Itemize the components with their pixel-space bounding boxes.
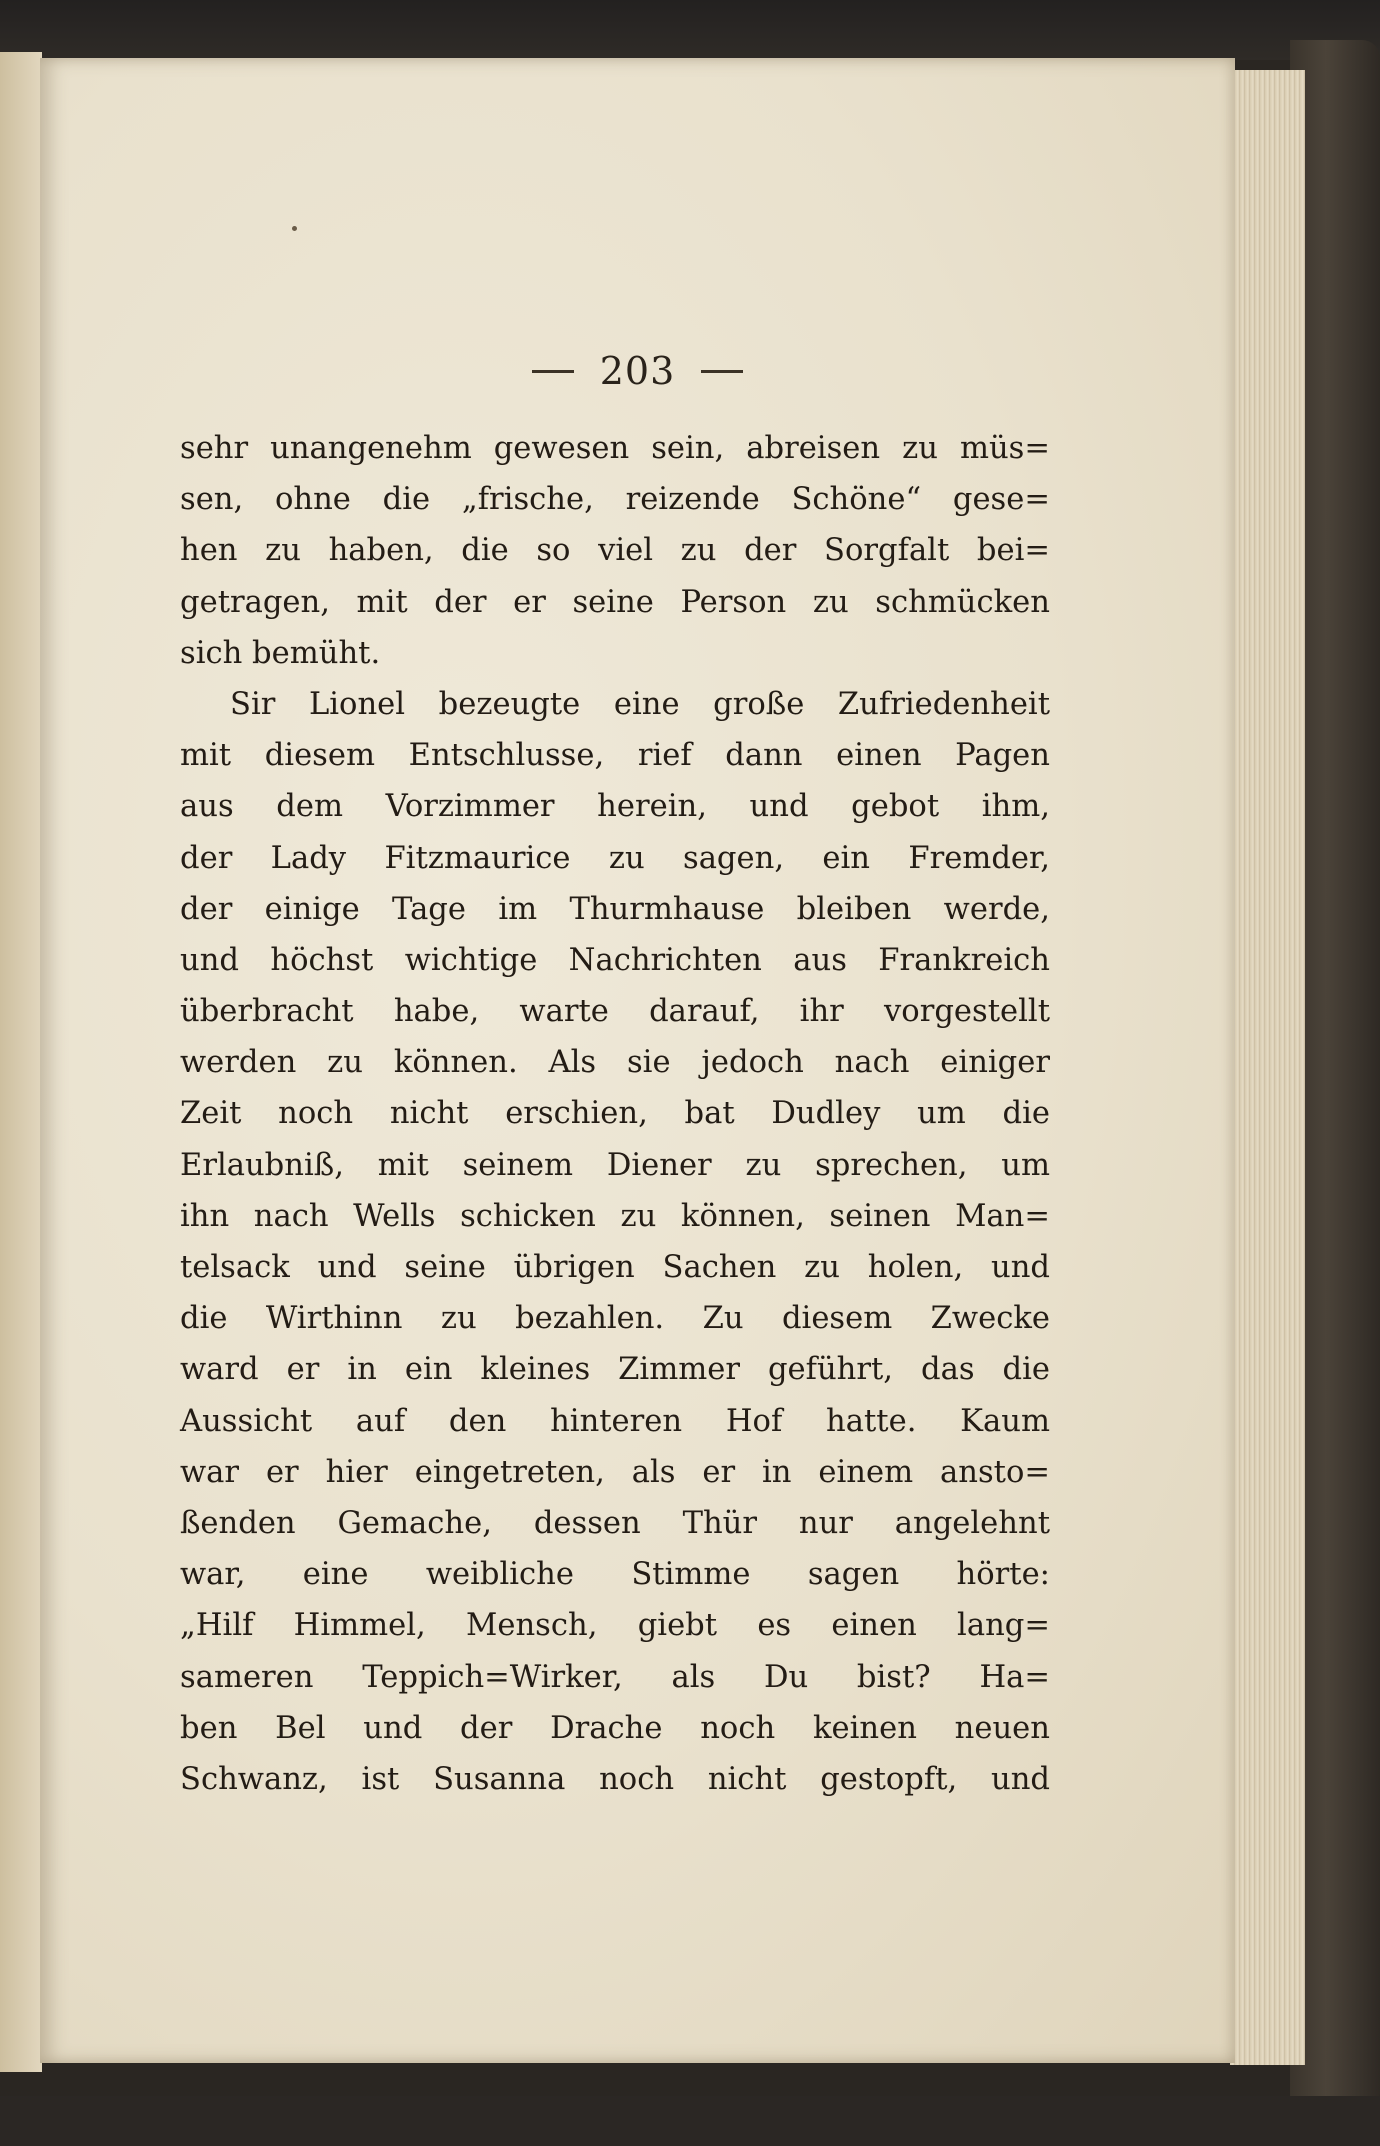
text-line: die Wirthinn zu bezahlen. Zu diesem Zwecke bbox=[180, 1301, 1050, 1337]
text-line: getragen, mit der er seine Person zu schmücken bbox=[180, 584, 1050, 620]
page-header bbox=[40, 346, 1235, 396]
header-dash-left bbox=[532, 370, 574, 373]
text-line: sehr unangenehm gewesen sein, abreisen zu müs= bbox=[180, 431, 1050, 466]
text-line: war, eine weibliche Stimme sagen hörte: bbox=[180, 1557, 1050, 1593]
header-dash-right bbox=[701, 370, 743, 373]
page-number: 203 bbox=[599, 349, 676, 393]
text-line: Schwanz, ist Susanna noch nicht gestopft, und bbox=[180, 1761, 1050, 1797]
body-text bbox=[180, 423, 1050, 1805]
text-line: mit diesem Entschlusse, rief dann einen Pagen bbox=[180, 738, 1050, 774]
text-line: war er hier eingetreten, als er in einem ansto= bbox=[180, 1454, 1050, 1490]
facing-page-sliver bbox=[0, 52, 42, 2072]
book-cover-top bbox=[0, 0, 1380, 60]
text-line: ben Bel und der Drache noch keinen neuen bbox=[180, 1710, 1050, 1746]
text-line: Aussicht auf den hinteren Hof hatte. Kaum bbox=[180, 1403, 1050, 1439]
text-line: aus dem Vorzimmer herein, und gebot ihm, bbox=[180, 789, 1050, 825]
text-line: und höchst wichtige Nachrichten aus Frankreich bbox=[180, 942, 1050, 978]
text-line: Sir Lionel bezeugte eine große Zufriedenheit bbox=[230, 686, 1050, 722]
text-line: überbracht habe, warte darauf, ihr vorgestellt bbox=[180, 994, 1050, 1030]
book-cover-bottom bbox=[0, 2096, 1380, 2146]
text-line: der einige Tage im Thurmhause bleiben werde, bbox=[180, 891, 1050, 927]
text-line: Erlaubniß, mit seinem Diener zu sprechen, um bbox=[180, 1147, 1050, 1183]
text-line: „Hilf Himmel, Mensch, giebt es einen lang= bbox=[180, 1608, 1050, 1644]
text-line: sameren Teppich=Wirker, als Du bist? Ha= bbox=[180, 1659, 1050, 1695]
text-line: ward er in ein kleines Zimmer geführt, das die bbox=[180, 1352, 1050, 1388]
text-line: Zeit noch nicht erschien, bat Dudley um die bbox=[180, 1096, 1050, 1132]
text-line: ßenden Gemache, dessen Thür nur angelehnt bbox=[180, 1505, 1050, 1541]
text-line: sich bemüht. bbox=[180, 635, 381, 671]
text-line: ihn nach Wells schicken zu können, seinen Man= bbox=[180, 1198, 1050, 1234]
page-edges bbox=[1230, 70, 1305, 2065]
text-line: hen zu haben, die so viel zu der Sorgfalt bei= bbox=[180, 533, 1050, 569]
paper-speck bbox=[292, 226, 297, 231]
text-line: der Lady Fitzmaurice zu sagen, ein Fremder, bbox=[180, 840, 1050, 876]
text-line: werden zu können. Als sie jedoch nach einiger bbox=[180, 1045, 1050, 1081]
text-line: telsack und seine übrigen Sachen zu holen, und bbox=[180, 1250, 1050, 1285]
text-line: sen, ohne die „frische, reizende Schöne“ gese= bbox=[180, 482, 1050, 518]
book-page bbox=[40, 58, 1235, 2063]
